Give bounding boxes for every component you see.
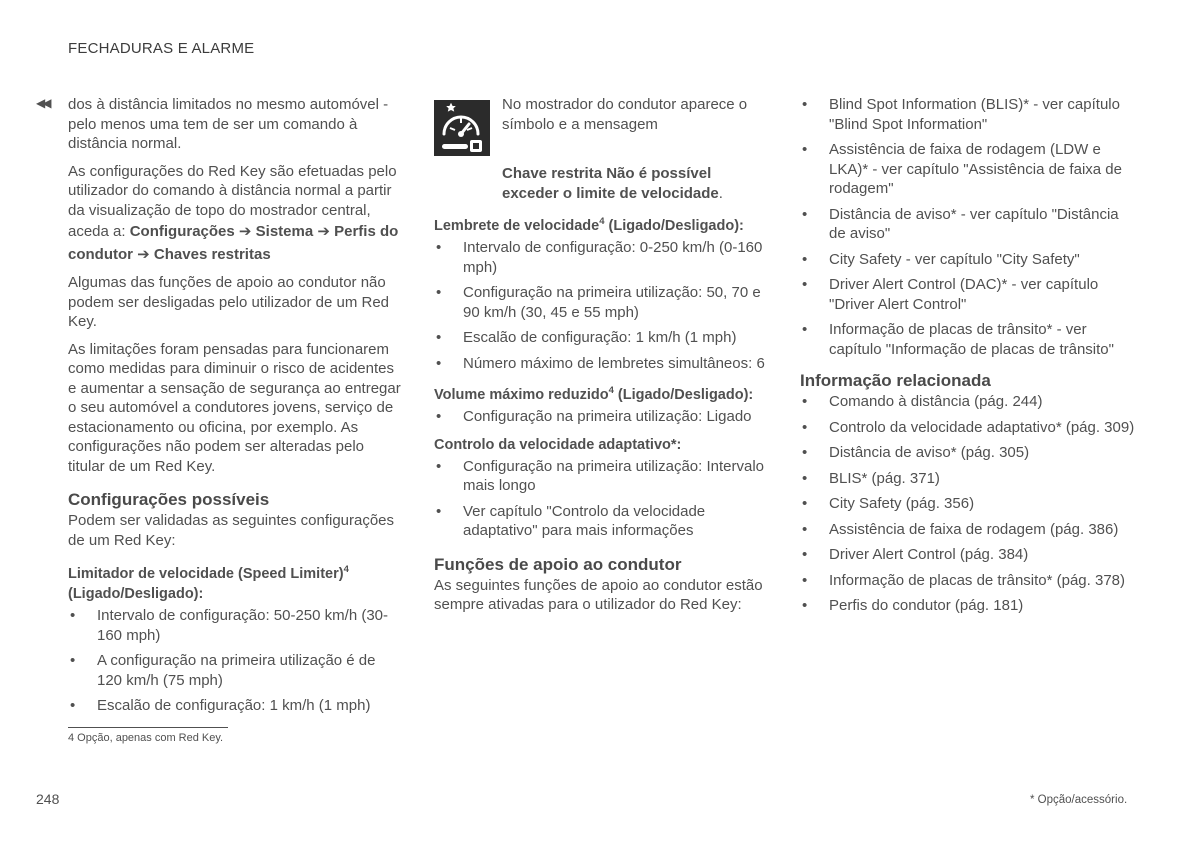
subsection-title [434, 385, 769, 405]
footnote: 4 Opção, apenas com Red Key. [68, 732, 224, 744]
footnote-ref: 4 [608, 385, 614, 397]
nav-prefix: aceda a: [68, 223, 130, 240]
arrow-icon: ➔ [317, 223, 330, 240]
list-item: • Distância de aviso* - ver capítulo "Distância de aviso" [800, 205, 1135, 244]
related-link[interactable]: • Informação de placas de trânsito* (pág. 378) [800, 571, 1135, 591]
related-link[interactable]: • Perfis do condutor (pág. 181) [800, 596, 1135, 616]
list-item: • Driver Alert Control (DAC)* - ver capítulo "Driver Alert Control" [800, 275, 1135, 314]
subsection-title [434, 216, 769, 236]
double-left-arrow-icon: ◀◀ [36, 96, 49, 110]
subsection-title-text: Limitador de velocidade (Speed Limiter) [68, 566, 344, 582]
list-item: • Número máximo de lembretes simultâneos: 6 [434, 354, 769, 374]
speed-limiter-key-icon [434, 100, 490, 156]
nav-item: Sistema [255, 223, 314, 240]
warning-message-text: Chave restrita Não é possível exceder o limite de velocidade [502, 165, 719, 202]
list-item: • Escalão de configuração: 1 km/h (1 mph) [434, 328, 769, 348]
warning-block [434, 95, 769, 156]
section-intro: Podem ser validadas as seguintes configurações de um Red Key: [68, 512, 395, 549]
arrow-icon: ➔ [238, 223, 252, 240]
footnote-ref: 4 [343, 564, 349, 576]
section-title: Informação relacionada [800, 371, 991, 390]
related-link[interactable]: • Comando à distância (pág. 244) [800, 392, 1135, 412]
nav-item: Perfis do condutor [68, 223, 399, 263]
paragraph: Algumas das funções de apoio ao condutor não podem ser desligadas pelo utilizador de um Red Key. [68, 274, 390, 330]
list-item: • City Safety - ver capítulo "City Safety" [800, 250, 1135, 270]
nav-path [68, 220, 403, 266]
subsection-title-text: (Ligado/Desligado): [68, 586, 204, 602]
column-1 [68, 95, 403, 722]
nav-item: Chaves restritas [153, 246, 271, 263]
list-item: • Ver capítulo "Controlo da velocidade adaptativo" para mais informações [434, 502, 769, 541]
bullet-list [68, 606, 403, 716]
bullet-list [800, 95, 1135, 359]
bullet-list [434, 407, 769, 427]
list-item: • Intervalo de configuração: 0-250 km/h (0-160 mph) [434, 238, 769, 277]
intro-text: dos à distância limitados no mesmo automóvel - pelo menos uma tem de ser um comando à distância normal. [68, 96, 389, 152]
column-3 [800, 95, 1135, 622]
footer-note: * Opção/acessório. [1030, 794, 1128, 806]
subsection-title-text: Lembrete de velocidade [434, 218, 600, 234]
list-item: • Blind Spot Information (BLIS)* - ver capítulo "Blind Spot Information" [800, 95, 1135, 134]
page-number: 248 [36, 791, 60, 807]
list-item: • Configuração na primeira utilização: 50, 70 e 90 km/h (30, 45 e 55 mph) [434, 283, 769, 322]
section-title: Funções de apoio ao condutor [434, 554, 682, 574]
paragraph: As configurações do Red Key são efetuadas pelo utilizador do comando à distância normal a partir da visualização de topo do mostrador central, [68, 162, 397, 219]
subsection-title: Controlo da velocidade adaptativo*: [434, 436, 682, 453]
warning-text-block [502, 95, 769, 156]
list-item: • Configuração na primeira utilização: Ligado [434, 407, 769, 427]
list-item: • Assistência de faixa de rodagem (LDW e LKA)* - ver capítulo "Assistência de faixa de rodagem" [800, 140, 1135, 199]
bullet-list [434, 457, 769, 541]
subsection-title-text: (Ligado/Desligado): [613, 387, 754, 403]
bullet-list [434, 238, 769, 373]
subsection-title-text: (Ligado/Desligado): [604, 218, 744, 234]
related-link[interactable]: • Distância de aviso* (pág. 305) [800, 443, 1135, 463]
list-item: • Configuração na primeira utilização: Intervalo mais longo [434, 457, 769, 496]
warning-message-end: . [718, 185, 723, 202]
related-link[interactable]: • Assistência de faixa de rodagem (pág. 386) [800, 520, 1135, 540]
list-item: • Informação de placas de trânsito* - ver capítulo "Informação de placas de trânsito" [800, 320, 1135, 359]
footnote-ref: 4 [599, 216, 605, 228]
subsection-title [68, 564, 403, 604]
arrow-icon: ➔ [137, 246, 150, 263]
paragraph: As limitações foram pensadas para funcionarem como medidas para diminuir o risco de acidentes e aumentar a sensação de segurança ao entregar o seu automóvel a condutores jovens, serviço de estacionamento ou oficina, por exemplo. As configurações não podem ser alteradas pelo titular de um Red Key. [68, 340, 401, 475]
related-link[interactable]: • Driver Alert Control (pág. 384) [800, 545, 1135, 565]
related-link[interactable]: • BLIS* (pág. 371) [800, 469, 1135, 489]
warning-message [502, 164, 769, 204]
page-header: FECHADURAS E ALARME [68, 40, 255, 57]
nav-item: Configurações [129, 223, 235, 240]
list-item: • A configuração na primeira utilização é de 120 km/h (75 mph) [68, 651, 403, 690]
related-links [800, 392, 1135, 616]
section-title: Configurações possíveis [68, 490, 270, 509]
list-item: • Escalão de configuração: 1 km/h (1 mph) [68, 696, 403, 716]
column-2 [434, 95, 769, 623]
list-item: • Intervalo de configuração: 50-250 km/h (30-160 mph) [68, 606, 403, 645]
warning-text: No mostrador do condutor aparece o símbolo e a mensagem [502, 96, 748, 133]
subsection-title-text: Volume máximo reduzido [434, 387, 609, 403]
related-link[interactable]: • Controlo da velocidade adaptativo* (pág. 309) [800, 418, 1135, 438]
footnote-divider [68, 727, 228, 728]
related-link[interactable]: • City Safety (pág. 356) [800, 494, 1135, 514]
section-text: As seguintes funções de apoio ao condutor estão sempre ativadas para o utilizador do Red Key: [434, 576, 763, 613]
